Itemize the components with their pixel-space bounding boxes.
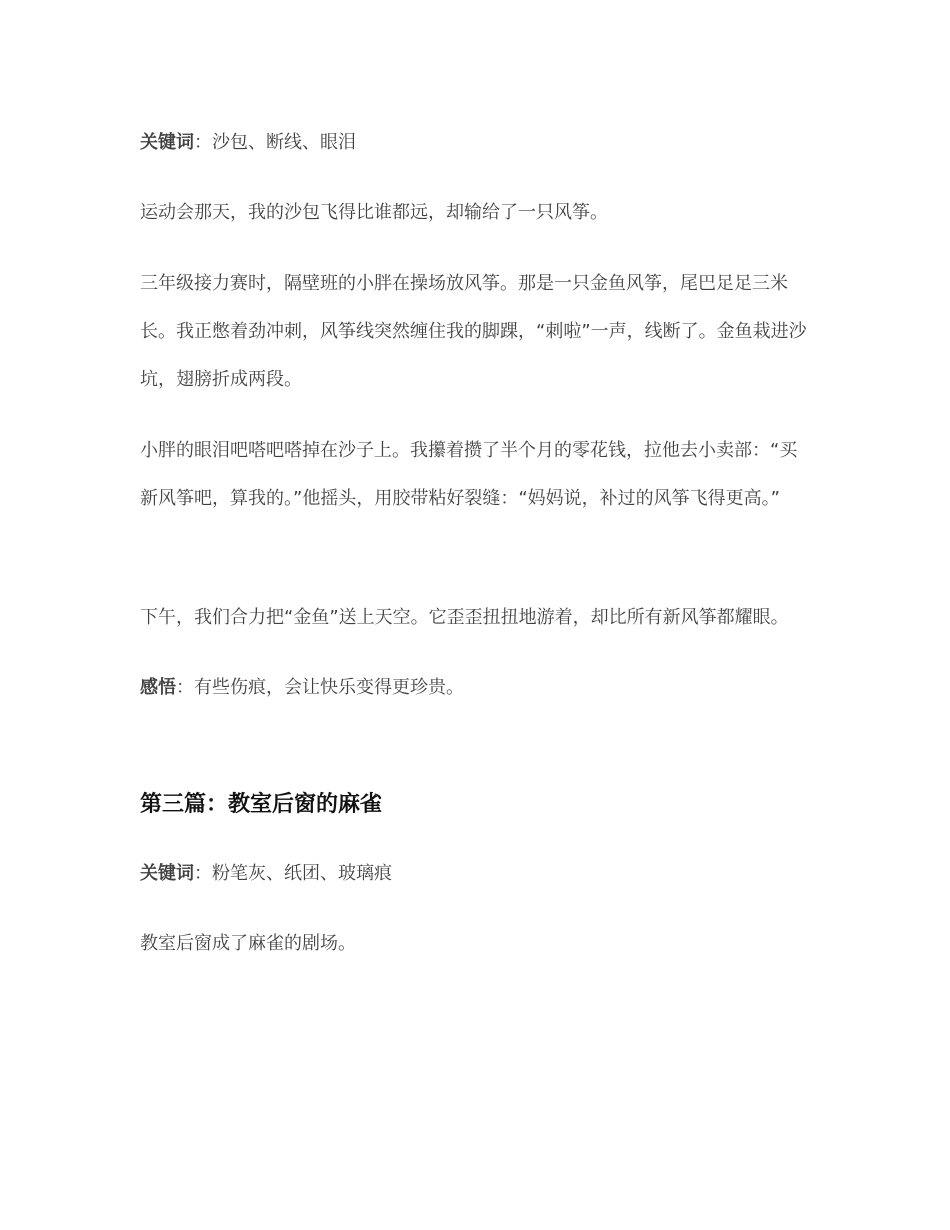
keywords-label: 关键词 <box>140 132 194 153</box>
section2-keywords <box>140 119 815 167</box>
section3-keywords <box>140 850 815 898</box>
section2-paragraph-2: 三年级接力赛时，隔壁班的小胖在操场放风筝。那是一只金鱼风筝，尾巴足足三米长。我正憋着劲冲刺，风筝线突然缠住我的脚踝，“刺啦”一声，线断了。金鱼栽进沙坑，翅膀折成两段。 <box>140 273 807 390</box>
section2-paragraph-4: 下午，我们合力把“金鱼”送上天空。它歪歪扭扭地游着，却比所有新风筝都耀眼。 <box>140 607 789 628</box>
section2-insight <box>140 664 815 712</box>
section3-paragraph-1: 教室后窗成了麻雀的剧场。 <box>140 933 356 954</box>
insight-text: ：有些伤痕，会让快乐变得更珍贵。 <box>176 677 464 698</box>
keywords-text: ：粉笔灰、纸团、玻璃痕 <box>194 863 392 884</box>
insight-label: 感悟 <box>140 677 176 698</box>
section2-paragraph-3: 小胖的眼泪吧嗒吧嗒掉在沙子上。我攥着攒了半个月的零花钱，拉他去小卖部：“买新风筝吧，算我的。”他摇头，用胶带粘好裂缝：“妈妈说，补过的风筝飞得更高。” <box>140 440 798 509</box>
section3-title: 第三篇：教室后窗的麻雀 <box>140 792 383 817</box>
keywords-text: ：沙包、断线、眼泪 <box>194 132 356 153</box>
section2-paragraph-1: 运动会那天，我的沙包飞得比谁都远，却输给了一只风筝。 <box>140 202 608 223</box>
keywords-label: 关键词 <box>140 863 194 884</box>
